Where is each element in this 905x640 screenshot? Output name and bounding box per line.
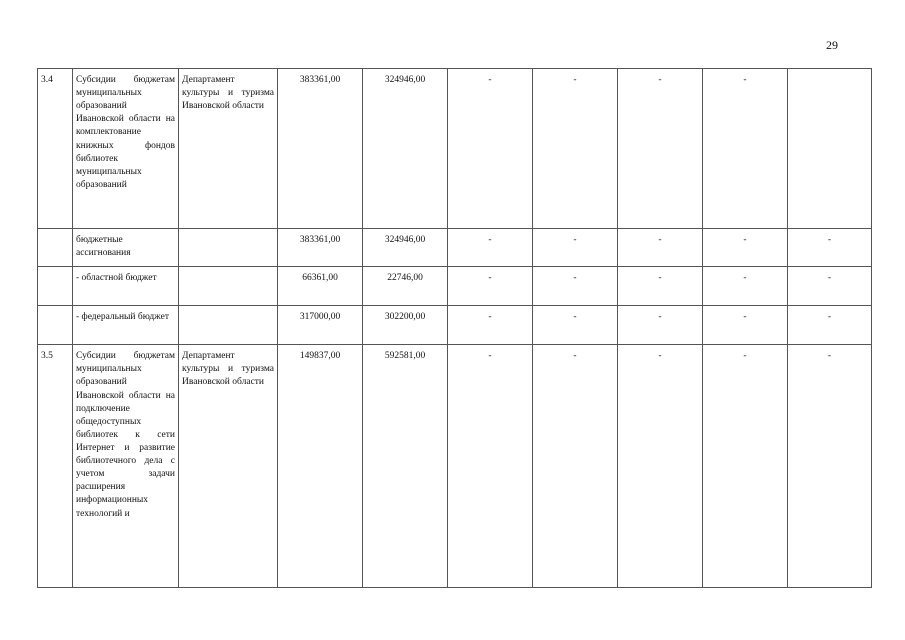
value-cell: 383361,00	[278, 69, 363, 229]
value-cell: -	[448, 229, 533, 267]
item-number	[38, 306, 73, 345]
value-cell: 22746,00	[363, 267, 448, 306]
value-cell: -	[533, 229, 618, 267]
item-name: бюджетные ассигнования	[73, 229, 179, 267]
value-cell: -	[703, 69, 788, 229]
value-cell: -	[448, 267, 533, 306]
value-cell: 592581,00	[363, 345, 448, 588]
value-cell	[788, 69, 872, 229]
table-row-regional-budget	[38, 267, 872, 306]
value-cell: -	[703, 229, 788, 267]
value-cell: -	[448, 69, 533, 229]
item-executor: Департамент культуры и туризма Ивановской области	[179, 69, 278, 229]
value-cell: -	[703, 267, 788, 306]
value-cell: -	[533, 306, 618, 345]
value-cell: -	[618, 306, 703, 345]
table-row-3-5	[38, 345, 872, 588]
value-cell: -	[618, 345, 703, 588]
item-number	[38, 229, 73, 267]
page-number: 29	[826, 38, 838, 52]
value-cell: -	[533, 345, 618, 588]
item-number: 3.4	[38, 69, 73, 229]
item-executor	[179, 306, 278, 345]
value-cell: -	[533, 267, 618, 306]
value-cell: 324946,00	[363, 69, 448, 229]
item-executor: Департамент культуры и туризма Ивановской области	[179, 345, 278, 588]
value-cell: -	[788, 345, 872, 588]
item-executor	[179, 267, 278, 306]
table-row-budget-allocations	[38, 229, 872, 267]
value-cell: -	[703, 306, 788, 345]
value-cell: -	[788, 229, 872, 267]
item-name: Субсидии бюджетам муниципальных образований Ивановской области на подключение общедоступных библиотек к сети Интернет и развитие библиотечного дела с учетом задачи расширения информационных технологий и	[73, 345, 179, 588]
table-row-3-4	[38, 69, 872, 229]
value-cell: 302200,00	[363, 306, 448, 345]
item-executor	[179, 229, 278, 267]
value-cell: -	[618, 69, 703, 229]
value-cell: -	[448, 306, 533, 345]
item-number	[38, 267, 73, 306]
value-cell: 383361,00	[278, 229, 363, 267]
value-cell: -	[788, 267, 872, 306]
value-cell: 317000,00	[278, 306, 363, 345]
value-cell: -	[448, 345, 533, 588]
table-row-federal-budget	[38, 306, 872, 345]
item-name: - федеральный бюджет	[73, 306, 179, 345]
value-cell: -	[618, 229, 703, 267]
value-cell: -	[788, 306, 872, 345]
value-cell: 66361,00	[278, 267, 363, 306]
value-cell: -	[703, 345, 788, 588]
budget-table	[37, 68, 872, 588]
item-name: - областной бюджет	[73, 267, 179, 306]
value-cell: -	[618, 267, 703, 306]
value-cell: -	[533, 69, 618, 229]
value-cell: 324946,00	[363, 229, 448, 267]
item-name: Субсидии бюджетам муниципальных образований Ивановской области на комплектование книжных фондов библиотек муниципальных образований	[73, 69, 179, 229]
value-cell: 149837,00	[278, 345, 363, 588]
item-number: 3.5	[38, 345, 73, 588]
